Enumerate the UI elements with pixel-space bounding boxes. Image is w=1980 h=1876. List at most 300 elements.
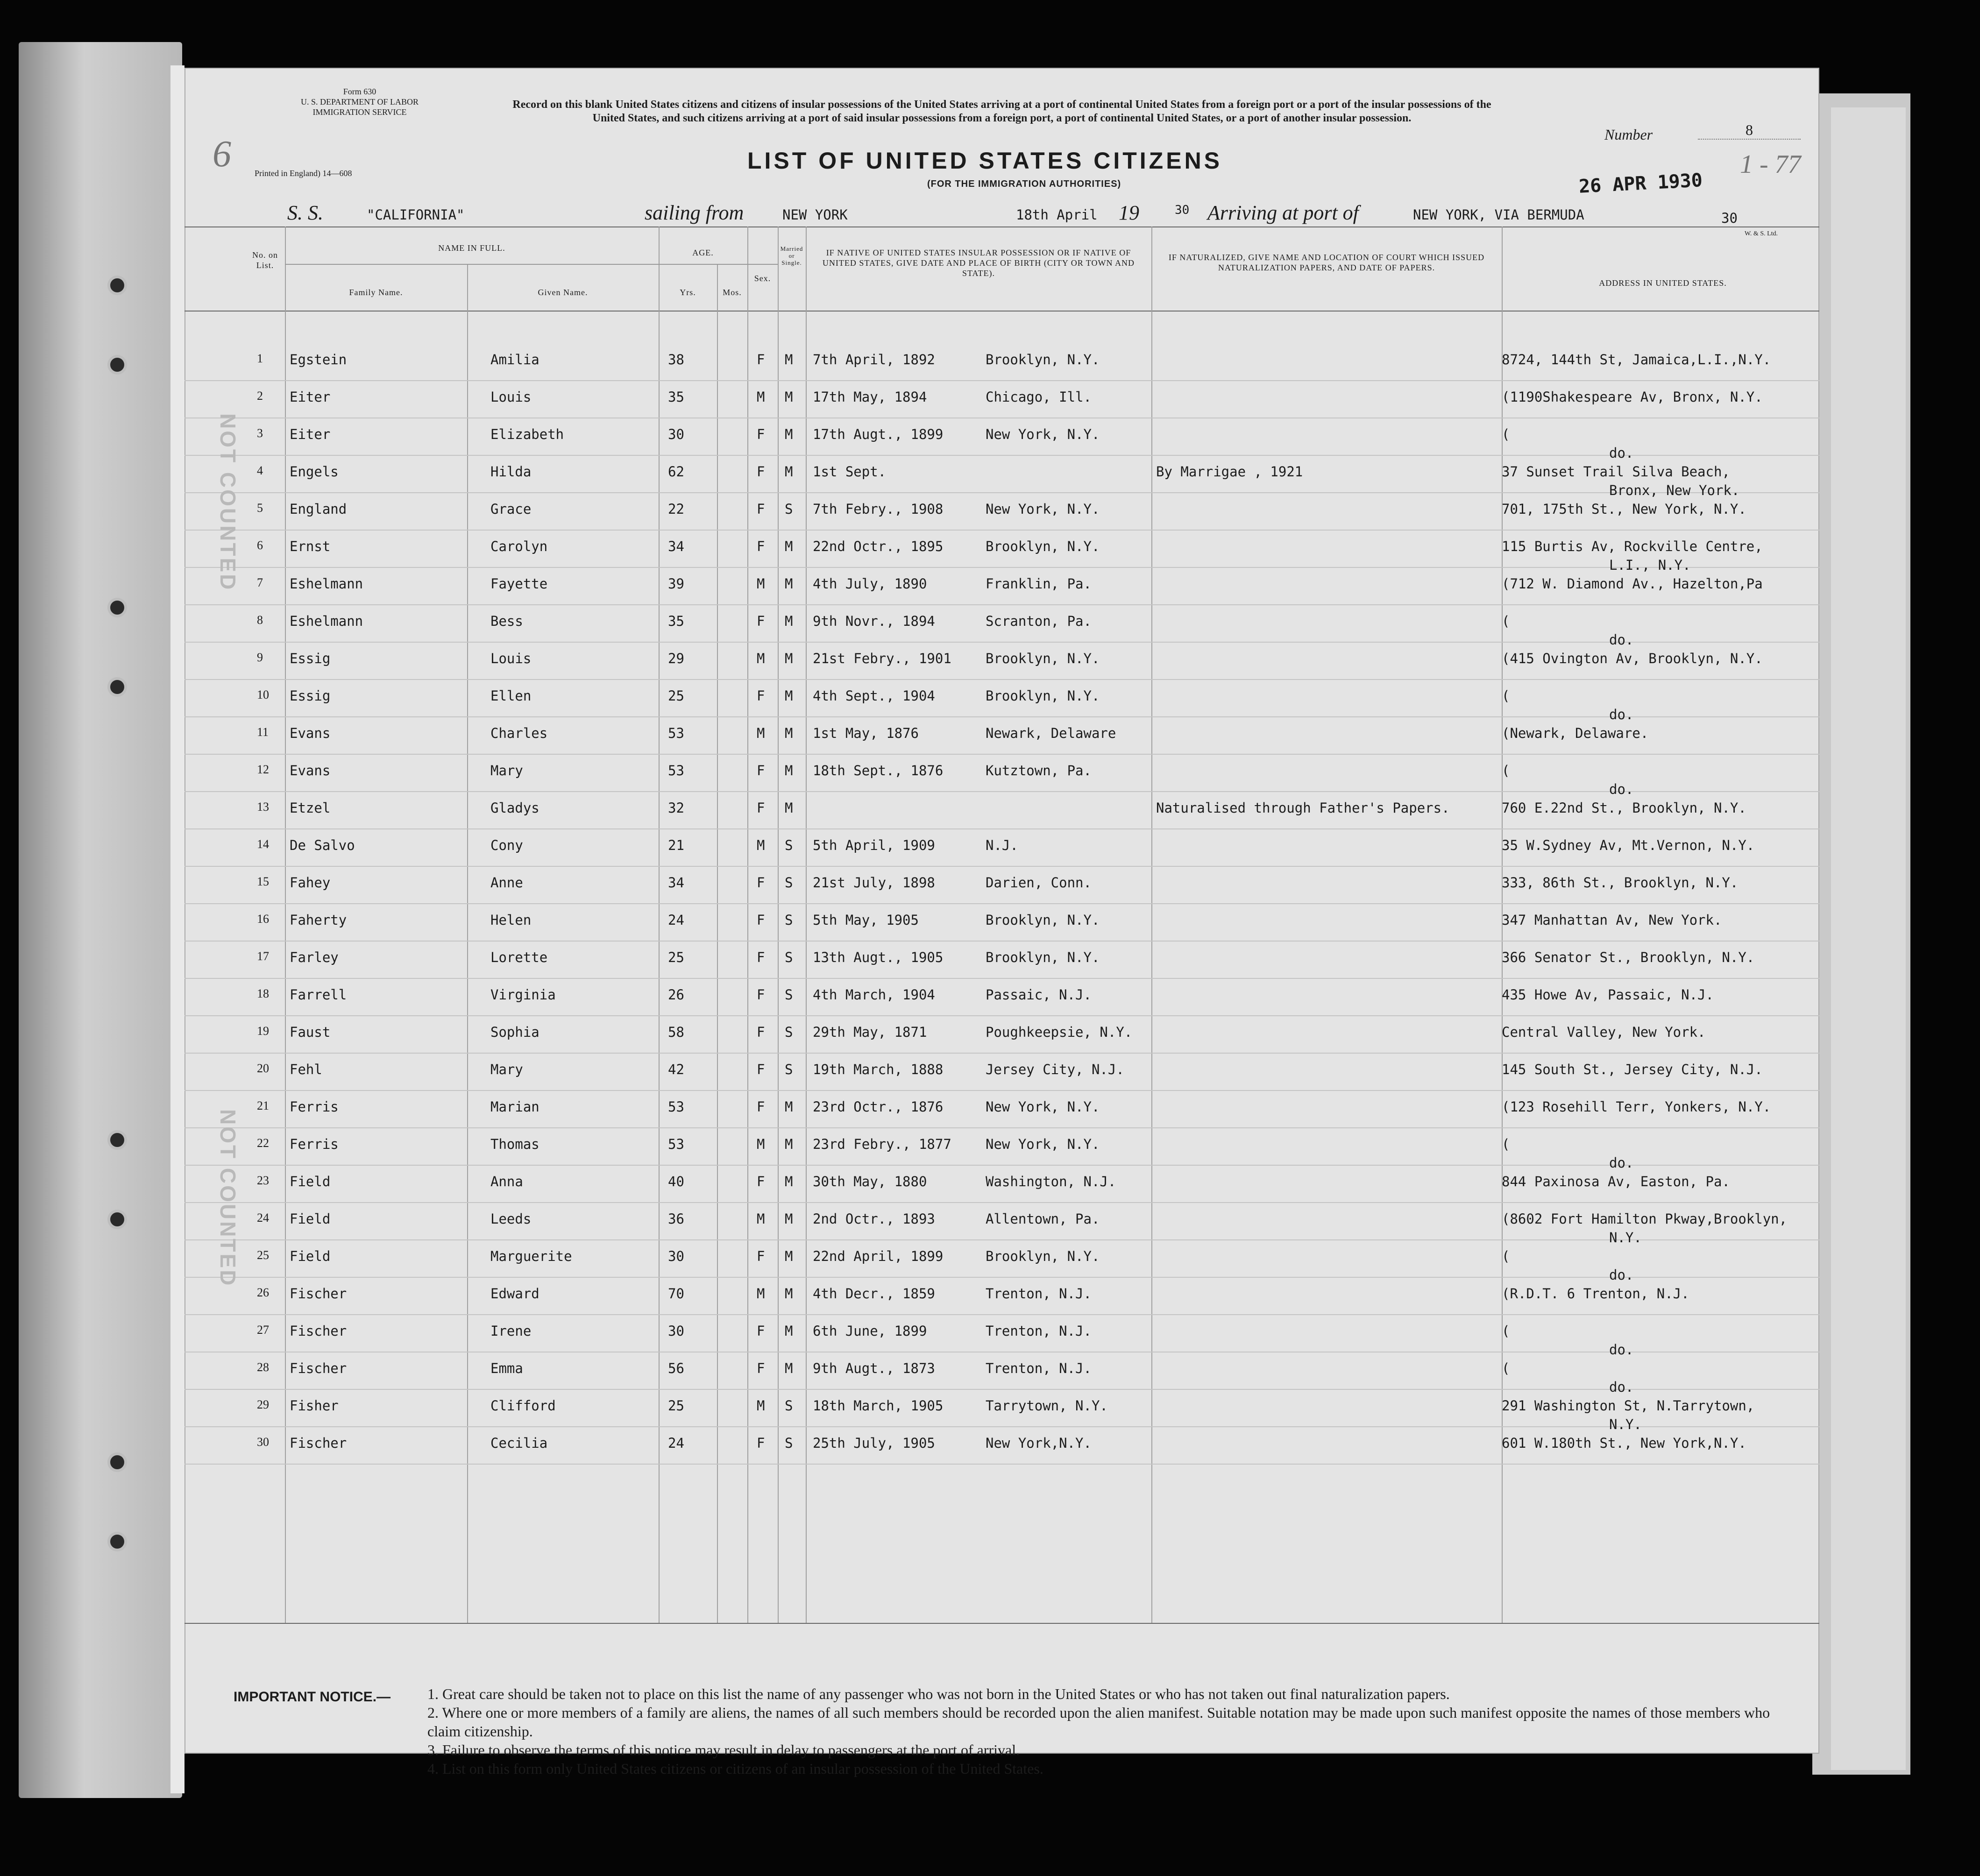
binder-ring (107, 677, 127, 697)
cell-ms: S (785, 1398, 793, 1414)
cell-ms: S (785, 501, 793, 517)
cell-bdate: 6th June, 1899 (813, 1323, 927, 1339)
cell-addr2: Bronx, New York. (1609, 482, 1740, 498)
printer-mark: W. & S. Ltd. (1745, 230, 1778, 237)
cell-addr: 8724, 144th St, Jamaica,L.I.,N.Y. (1502, 352, 1771, 368)
header-naturalized: IF NATURALIZED, GIVE NAME AND LOCATION OF COURT WHICH ISSUED NATURALIZATION PAPERS, AND DATE OF PAPERS. (1168, 253, 1485, 272)
cell-addr: 601 W.180th St., New York,N.Y. (1502, 1435, 1746, 1451)
table-row (185, 904, 1819, 941)
cell-sex: F (757, 688, 765, 704)
cell-bplace: New York, N.Y. (986, 1099, 1100, 1115)
cell-bplace: Allentown, Pa. (986, 1211, 1100, 1227)
cell-addr2: do. (1609, 1379, 1634, 1395)
cell-sex: F (757, 1099, 765, 1115)
cell-sex: F (757, 800, 765, 816)
cell-bdate: 17th Augt., 1899 (813, 426, 944, 442)
cell-addr: ( (1502, 1248, 1510, 1264)
cell-addr: 115 Burtis Av, Rockville Centre, (1502, 538, 1763, 554)
cell-bdate: 21st Febry., 1901 (813, 651, 951, 666)
cell-ms: M (785, 1286, 793, 1302)
header-no: No. on List. (252, 250, 278, 270)
cell-no: 9 (257, 651, 263, 664)
back-page-layer (1831, 107, 1906, 1770)
table-row (185, 418, 1819, 461)
cell-family: De Salvo (290, 837, 355, 853)
cell-bdate: 29th May, 1871 (813, 1024, 927, 1040)
cell-sex: F (757, 987, 765, 1003)
cell-addr: ( (1502, 1360, 1510, 1376)
cell-family: Farley (290, 949, 339, 965)
cell-bplace: Tarrytown, N.Y. (986, 1398, 1108, 1414)
cell-sex: F (757, 949, 765, 965)
cell-given: Sophia (490, 1024, 539, 1040)
table-row (185, 792, 1819, 829)
table-row (185, 754, 1819, 797)
cell-addr: 366 Senator St., Brooklyn, N.Y. (1502, 949, 1755, 965)
cell-bplace: Brooklyn, N.Y. (986, 1248, 1100, 1264)
cell-no: 14 (257, 837, 269, 851)
cell-sex: F (757, 501, 765, 517)
cell-no: 2 (257, 389, 263, 403)
year-prefix: 19 (1119, 201, 1139, 224)
cell-family: Field (290, 1248, 331, 1264)
cell-sex: M (757, 1136, 765, 1152)
cell-sex: F (757, 1062, 765, 1077)
cell-addr2: L.I., N.Y. (1609, 557, 1691, 573)
binder-background (19, 42, 182, 1798)
cell-given: Mary (490, 763, 523, 779)
cell-given: Cecilia (490, 1435, 548, 1451)
cell-no: 19 (257, 1024, 269, 1038)
cell-family: Fischer (290, 1435, 347, 1451)
page-mark: 6 (213, 134, 231, 175)
cell-family: Faust (290, 1024, 331, 1040)
cell-family: Essig (290, 688, 331, 704)
cell-sex: F (757, 875, 765, 891)
cell-family: Etzel (290, 800, 331, 816)
cell-family: England (290, 501, 347, 517)
cell-sex: M (757, 1286, 765, 1302)
cell-given: Anna (490, 1174, 523, 1189)
cell-age: 36 (668, 1211, 684, 1227)
binder-ring (107, 1452, 127, 1472)
header-given-name: Given Name. (538, 288, 588, 297)
cell-age: 53 (668, 1136, 684, 1152)
header-name-in-full: NAME IN FULL. (438, 243, 505, 253)
cell-sex: M (757, 389, 765, 405)
cell-addr: (8602 Fort Hamilton Pkway,Brooklyn, (1502, 1211, 1788, 1227)
row-rule (185, 1464, 1819, 1465)
cell-family: Fehl (290, 1062, 322, 1077)
cell-no: 15 (257, 875, 269, 888)
cell-age: 70 (668, 1286, 684, 1302)
cell-family: Egstein (290, 352, 347, 368)
form-number: Form 630 (343, 87, 376, 96)
cell-addr: ( (1502, 613, 1510, 629)
cell-ms: M (785, 389, 793, 405)
cell-family: Fisher (290, 1398, 339, 1414)
cell-age: 29 (668, 651, 684, 666)
cell-given: Bess (490, 613, 523, 629)
cell-ms: M (785, 725, 793, 741)
binder-ring (107, 598, 127, 617)
cell-age: 25 (668, 949, 684, 965)
cell-no: 3 (257, 426, 263, 440)
cell-family: Evans (290, 725, 331, 741)
not-counted-stamp: NOT COUNTED (216, 413, 240, 592)
table-row (185, 1165, 1819, 1203)
cell-sex: F (757, 1248, 765, 1264)
cell-bdate: 4th Sept., 1904 (813, 688, 935, 704)
cell-ms: M (785, 1323, 793, 1339)
ship-name: "CALIFORNIA" (367, 207, 465, 223)
cell-age: 58 (668, 1024, 684, 1040)
cell-age: 56 (668, 1360, 684, 1376)
cell-no: 23 (257, 1174, 269, 1187)
cell-no: 8 (257, 613, 263, 627)
cell-bdate: 19th March, 1888 (813, 1062, 944, 1077)
cell-no: 18 (257, 987, 269, 1000)
table-row (185, 642, 1819, 680)
cell-bdate: 4th Decr., 1859 (813, 1286, 935, 1302)
cell-given: Emma (490, 1360, 523, 1376)
cell-family: Engels (290, 464, 339, 480)
table-row (185, 1315, 1819, 1358)
cell-addr: (Newark, Delaware. (1502, 725, 1649, 741)
cell-sex: M (757, 725, 765, 741)
binder-ring (107, 355, 127, 375)
cell-bplace: Chicago, Ill. (986, 389, 1092, 405)
cell-sex: F (757, 352, 765, 368)
cell-addr: ( (1502, 1323, 1510, 1339)
cell-sex: F (757, 1323, 765, 1339)
cell-bdate: 18th March, 1905 (813, 1398, 944, 1414)
cell-bplace: Trenton, N.J. (986, 1323, 1092, 1339)
cell-addr: ( (1502, 1136, 1510, 1152)
cell-no: 6 (257, 538, 263, 552)
table-row (185, 1090, 1819, 1128)
cell-given: Elizabeth (490, 426, 564, 442)
table-row (185, 717, 1819, 754)
cell-ms: M (785, 763, 793, 779)
cell-given: Irene (490, 1323, 532, 1339)
cell-no: 16 (257, 912, 269, 926)
cell-age: 21 (668, 837, 684, 853)
cell-age: 22 (668, 501, 684, 517)
cell-age: 53 (668, 763, 684, 779)
cell-sex: F (757, 763, 765, 779)
table-row (185, 455, 1819, 498)
cell-no: 11 (257, 725, 269, 739)
cell-family: Eshelmann (290, 576, 363, 592)
cell-given: Louis (490, 389, 532, 405)
cell-addr: 701, 175th St., New York, N.Y. (1502, 501, 1746, 517)
page-subtitle: (FOR THE IMMIGRATION AUTHORITIES) (927, 179, 1121, 189)
header-yrs: Yrs. (680, 288, 696, 297)
cell-sex: F (757, 912, 765, 928)
date-stamp: 26 APR 1930 (1578, 170, 1703, 198)
cell-age: 62 (668, 464, 684, 480)
departure-date: 18th April (1016, 207, 1098, 223)
arrival-port: NEW YORK, VIA BERMUDA (1413, 207, 1584, 223)
cell-nat: By Marrigae , 1921 (1156, 464, 1303, 480)
cell-ms: M (785, 1211, 793, 1227)
cell-age: 24 (668, 912, 684, 928)
notice-item-1: 1. Great care should be taken not to place on this list the name of any passenger who was not born in the United States or who has not taken out final naturalization papers. (427, 1685, 1450, 1702)
table-row (185, 866, 1819, 904)
cell-sex: F (757, 1360, 765, 1376)
cell-no: 27 (257, 1323, 269, 1337)
table-row (185, 1016, 1819, 1053)
cell-family: Field (290, 1174, 331, 1189)
cell-no: 24 (257, 1211, 269, 1225)
cell-age: 25 (668, 1398, 684, 1414)
cell-ms: S (785, 1435, 793, 1451)
cell-bdate: 7th April, 1892 (813, 352, 935, 368)
cell-no: 26 (257, 1286, 269, 1299)
header-married-single: Married or Single. (780, 245, 803, 266)
cell-bplace: New York,N.Y. (986, 1435, 1092, 1451)
cell-bplace: New York, N.Y. (986, 501, 1100, 517)
cell-family: Eiter (290, 389, 331, 405)
cell-bplace: Darien, Conn. (986, 875, 1092, 891)
cell-no: 28 (257, 1360, 269, 1374)
cell-sex: M (757, 651, 765, 666)
cell-age: 34 (668, 538, 684, 554)
cell-age: 34 (668, 875, 684, 891)
cell-addr2: do. (1609, 1342, 1634, 1358)
cell-bdate: 23rd Febry., 1877 (813, 1136, 951, 1152)
cell-given: Amilia (490, 352, 539, 368)
cell-no: 17 (257, 949, 269, 963)
cell-no: 10 (257, 688, 269, 701)
table-row (185, 1128, 1819, 1171)
cell-ms: S (785, 987, 793, 1003)
cell-family: Essig (290, 651, 331, 666)
cell-age: 53 (668, 1099, 684, 1115)
cell-addr2: do. (1609, 1155, 1634, 1171)
cell-addr2: N.Y. (1609, 1230, 1642, 1246)
cell-addr: 35 W.Sydney Av, Mt.Vernon, N.Y. (1502, 837, 1755, 853)
cell-sex: F (757, 538, 765, 554)
table-row (185, 1352, 1819, 1395)
cell-given: Mary (490, 1062, 523, 1077)
cell-family: Eshelmann (290, 613, 363, 629)
cell-bplace: Brooklyn, N.Y. (986, 912, 1100, 928)
cell-addr2: N.Y. (1609, 1416, 1642, 1432)
cell-bplace: Franklin, Pa. (986, 576, 1092, 592)
table-row (185, 343, 1819, 381)
cell-given: Anne (490, 875, 523, 891)
cell-addr: ( (1502, 688, 1510, 704)
cell-bdate: 21st July, 1898 (813, 875, 935, 891)
page-title: LIST OF UNITED STATES CITIZENS (747, 148, 1223, 174)
cell-addr: ( (1502, 763, 1510, 779)
header-mos: Mos. (723, 288, 742, 297)
cell-addr: 291 Washington St, N.Tarrytown, (1502, 1398, 1755, 1414)
table-row (185, 1427, 1819, 1464)
departure-port: NEW YORK (782, 207, 848, 223)
cell-sex: M (757, 576, 765, 592)
table-row (185, 567, 1819, 605)
important-notice-list (427, 1685, 1796, 1778)
cell-ms: M (785, 613, 793, 629)
cell-bplace: Passaic, N.J. (986, 987, 1092, 1003)
cell-addr: (1190Shakespeare Av, Bronx, N.Y. (1502, 389, 1763, 405)
cell-given: Marian (490, 1099, 539, 1115)
cell-given: Virginia (490, 987, 556, 1003)
cell-addr: 435 Howe Av, Passaic, N.J. (1502, 987, 1714, 1003)
table-row (185, 1240, 1819, 1283)
cell-no: 4 (257, 464, 263, 477)
cell-bdate: 17th May, 1894 (813, 389, 927, 405)
cell-bplace: Brooklyn, N.Y. (986, 352, 1100, 368)
cell-ms: M (785, 651, 793, 666)
cell-ms: S (785, 949, 793, 965)
cell-family: Ernst (290, 538, 331, 554)
cell-sex: M (757, 1211, 765, 1227)
cell-ms: S (785, 1024, 793, 1040)
cell-sex: F (757, 1174, 765, 1189)
cell-addr2: do. (1609, 1267, 1634, 1283)
table-row (185, 978, 1819, 1016)
cell-bplace: N.J. (986, 837, 1018, 853)
cell-given: Leeds (490, 1211, 532, 1227)
cell-ms: M (785, 1099, 793, 1115)
notice-item-3: 3. Failure to observe the terms of this notice may result in delay to passengers at the port of arrival. (427, 1741, 1020, 1758)
service: IMMIGRATION SERVICE (312, 107, 407, 117)
cell-bdate: 23rd Octr., 1876 (813, 1099, 944, 1115)
cell-family: Farrell (290, 987, 347, 1003)
cell-no: 20 (257, 1062, 269, 1075)
cell-bdate: 4th March, 1904 (813, 987, 935, 1003)
cell-no: 5 (257, 501, 263, 515)
table-row (185, 1389, 1819, 1432)
cell-given: Fayette (490, 576, 548, 592)
cell-given: Clifford (490, 1398, 556, 1414)
cell-addr: (R.D.T. 6 Trenton, N.J. (1502, 1286, 1689, 1302)
subheader-rule (285, 264, 778, 265)
cell-bdate: 1st May, 1876 (813, 725, 919, 741)
cell-no: 13 (257, 800, 269, 814)
cell-bplace: Brooklyn, N.Y. (986, 538, 1100, 554)
cell-bplace: Trenton, N.J. (986, 1286, 1092, 1302)
cell-bplace: New York, N.Y. (986, 1136, 1100, 1152)
cell-ms: S (785, 1062, 793, 1077)
cell-family: Ferris (290, 1099, 339, 1115)
cell-sex: F (757, 613, 765, 629)
table-row (185, 493, 1819, 530)
header-age: AGE. (692, 248, 714, 257)
table-row (185, 1277, 1819, 1315)
cell-age: 25 (668, 688, 684, 704)
sailing-label: sailing from (645, 201, 744, 224)
cell-bdate: 25th July, 1905 (813, 1435, 935, 1451)
cell-no: 25 (257, 1248, 269, 1262)
important-notice-label: IMPORTANT NOTICE.— (234, 1689, 391, 1705)
cell-addr: (123 Rosehill Terr, Yonkers, N.Y. (1502, 1099, 1771, 1115)
cell-ms: M (785, 1248, 793, 1264)
cell-ms: S (785, 875, 793, 891)
cell-bdate: 2nd Octr., 1893 (813, 1211, 935, 1227)
cell-given: Ellen (490, 688, 532, 704)
cell-addr2: do. (1609, 707, 1634, 722)
top-notice: Record on this blank United States citizens and citizens of insular possessions of the United States arriving at a port of continental United States from a foreign port or a port of the insular possessions of the United States, and such citizens arriving at a port of said insular possessions from a foreign port, a port of continental United States, or a port of another insular possession. (512, 99, 1491, 124)
binder-ring (107, 1532, 127, 1551)
cell-given: Charles (490, 725, 548, 741)
table-bottom-rule (185, 1623, 1819, 1624)
cell-age: 38 (668, 352, 684, 368)
cell-bdate: 22nd Octr., 1895 (813, 538, 944, 554)
cell-sex: F (757, 1024, 765, 1040)
header-birth: IF NATIVE OF UNITED STATES INSULAR POSSESSION OR IF NATIVE OF UNITED STATES, GIVE DATE AND PLACE OF BIRTH (CITY OR TOWN AND STATE). (822, 248, 1135, 278)
departure-year: 30 (1175, 203, 1190, 217)
cell-bdate: 18th Sept., 1876 (813, 763, 944, 779)
cell-age: 39 (668, 576, 684, 592)
cell-bdate: 7th Febry., 1908 (813, 501, 944, 517)
cell-nat: Naturalised through Father's Papers. (1156, 800, 1450, 816)
cell-bdate: 9th Augt., 1873 (813, 1360, 935, 1376)
cell-bdate: 1st Sept. (813, 464, 887, 480)
cell-bplace: Newark, Delaware (986, 725, 1116, 741)
cell-addr: (415 Ovington Av, Brooklyn, N.Y. (1502, 651, 1763, 666)
cell-sex: M (757, 837, 765, 853)
cell-family: Fischer (290, 1323, 347, 1339)
table-row (185, 530, 1819, 573)
cell-age: 30 (668, 1248, 684, 1264)
cell-bplace: Trenton, N.J. (986, 1360, 1092, 1376)
cell-addr: Central Valley, New York. (1502, 1024, 1706, 1040)
cell-given: Gladys (490, 800, 539, 816)
number-label: Number (1604, 126, 1653, 143)
department: U. S. DEPARTMENT OF LABOR (301, 97, 419, 106)
cell-bplace: New York, N.Y. (986, 426, 1100, 442)
cell-addr: (712 W. Diamond Av., Hazelton,Pa (1502, 576, 1763, 592)
binder-ring (107, 276, 127, 295)
cell-given: Hilda (490, 464, 532, 480)
cell-bplace: Brooklyn, N.Y. (986, 688, 1100, 704)
cell-given: Lorette (490, 949, 548, 965)
cell-bdate: 5th May, 1905 (813, 912, 919, 928)
cell-bplace: Brooklyn, N.Y. (986, 949, 1100, 965)
cell-ms: S (785, 837, 793, 853)
cell-ms: M (785, 538, 793, 554)
ss-label: S. S. (287, 201, 323, 224)
cell-no: 12 (257, 763, 269, 776)
cell-family: Eiter (290, 426, 331, 442)
table-row (185, 1053, 1819, 1090)
cell-bdate: 4th July, 1890 (813, 576, 927, 592)
cell-family: Faherty (290, 912, 347, 928)
cell-family: Fischer (290, 1286, 347, 1302)
cell-age: 35 (668, 613, 684, 629)
cell-family: Evans (290, 763, 331, 779)
table-row (185, 829, 1819, 866)
cell-age: 53 (668, 725, 684, 741)
cell-ms: M (785, 1174, 793, 1189)
binder-ring (107, 1210, 127, 1229)
cell-addr2: do. (1609, 781, 1634, 797)
cell-given: Helen (490, 912, 532, 928)
cell-age: 30 (668, 426, 684, 442)
printed-note: Printed in England) 14—608 (255, 169, 352, 178)
cell-family: Fahey (290, 875, 331, 891)
cell-addr: ( (1502, 426, 1510, 442)
cell-ms: M (785, 688, 793, 704)
table-row (185, 941, 1819, 978)
cell-age: 32 (668, 800, 684, 816)
cell-addr2: do. (1609, 445, 1634, 461)
